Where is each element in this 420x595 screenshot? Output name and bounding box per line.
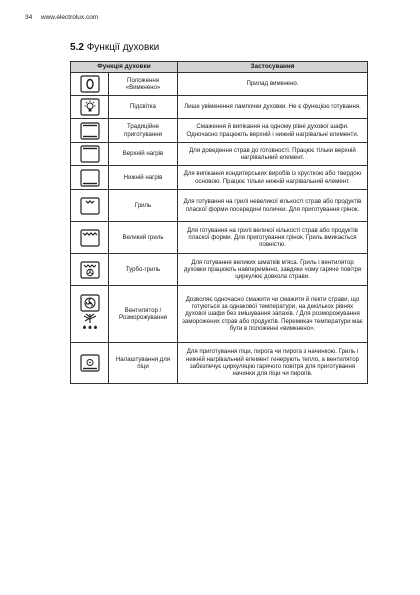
function-name: Гриль	[109, 190, 178, 222]
icon-cell	[71, 119, 109, 143]
function-name: Верхній нагрів	[109, 143, 178, 166]
site-url: www.electrolux.com	[40, 14, 99, 21]
function-name: Положення «Вимкнено»	[109, 73, 178, 96]
function-name: Традиційне приготування	[109, 119, 178, 143]
icon-cell	[71, 96, 109, 119]
function-description: Дозволяє одночасно смажити чи смажити й пекти страви, що готуються за однакової температури, на декількох рівнях духової шафи без змішування запахів. / Для розморожування заморожених страв або продуктів. Перемикач температури має бути в положенні «вимкнено».	[178, 286, 368, 343]
pizza-setting-icon	[80, 354, 100, 372]
icon-cell	[71, 143, 109, 166]
column-header-usage: Застосування	[178, 62, 368, 73]
top-heat-icon	[80, 145, 100, 163]
function-name: Турбо-гриль	[109, 254, 178, 286]
fan-defrost-icon	[77, 294, 103, 334]
section-title	[70, 42, 159, 53]
table-row	[71, 119, 368, 143]
icon-cell	[71, 190, 109, 222]
turbo-grill-icon	[80, 261, 100, 279]
function-name: Налаштування для піци	[109, 343, 178, 384]
icon-cell	[71, 343, 109, 384]
function-description: Для приготування піци, пирога чи пирога з начинкою. Гриль і нижній нагрівальний елемент генерують тепло, а вентилятор забезпечує циркуляцію гарячого повітря для приготування начинки для піци чи пирогів.	[178, 343, 368, 384]
icon-cell	[71, 254, 109, 286]
icon-cell	[71, 222, 109, 254]
section-number: 5.2	[70, 42, 84, 53]
table-row	[71, 222, 368, 254]
icon-cell	[71, 166, 109, 190]
function-description: Лише увімкнення лампочки духовки. Не є функцією готування.	[178, 96, 368, 119]
function-description: Прилад вимкнено.	[178, 73, 368, 96]
page-number: 34	[25, 14, 33, 21]
icon-cell	[71, 73, 109, 96]
table-row	[71, 73, 368, 96]
table-header-row	[71, 62, 368, 73]
oven-functions-table	[70, 61, 368, 384]
table-row	[71, 166, 368, 190]
function-name: Нижній нагрів	[109, 166, 178, 190]
function-description: Для готування на грилі великої кількості страв або продуктів пласкої форми. Для приготування грінок. Гриль вмикається повністю.	[178, 222, 368, 254]
lamp-icon	[80, 98, 100, 116]
table-row	[71, 190, 368, 222]
function-name: Вентилятор / Розморожування	[109, 286, 178, 343]
table-row	[71, 286, 368, 343]
grill-icon	[80, 197, 100, 215]
section-title-text: Функції духовки	[86, 42, 160, 53]
function-name: Великий гриль	[109, 222, 178, 254]
table-row	[71, 343, 368, 384]
large-grill-icon	[80, 229, 100, 247]
function-description: Для доведення страв до готовності. Працює тільки верхній нагрівальний елемент.	[178, 143, 368, 166]
top-bottom-heat-icon	[80, 122, 100, 140]
table-row	[71, 96, 368, 119]
table-row	[71, 254, 368, 286]
function-description: Для готування великих шматків м'яса. Гриль і вентилятор духовки працюють навперемінно, завдяки чому гаряче повітря циркулює довкола страви.	[178, 254, 368, 286]
page-header	[25, 14, 98, 21]
bottom-heat-icon	[80, 169, 100, 187]
icon-cell	[71, 286, 109, 343]
function-name: Підсвітка	[109, 96, 178, 119]
table-row	[71, 143, 368, 166]
function-description: Для готування на грилі невеликої кількості страв або продуктів пласкої форми посередині полички. Для приготування грінок.	[178, 190, 368, 222]
off-icon	[80, 75, 100, 93]
function-description: Смаження й випікання на одному рівні духової шафи. Одночасно працюють верхній і нижній нагрівальні елементи.	[178, 119, 368, 143]
function-description: Для випікання кондитерських виробів із хрусткою або твердою основою. Працює тільки нижній нагрівальний елемент.	[178, 166, 368, 190]
column-header-function: Функція духовки	[71, 62, 178, 73]
